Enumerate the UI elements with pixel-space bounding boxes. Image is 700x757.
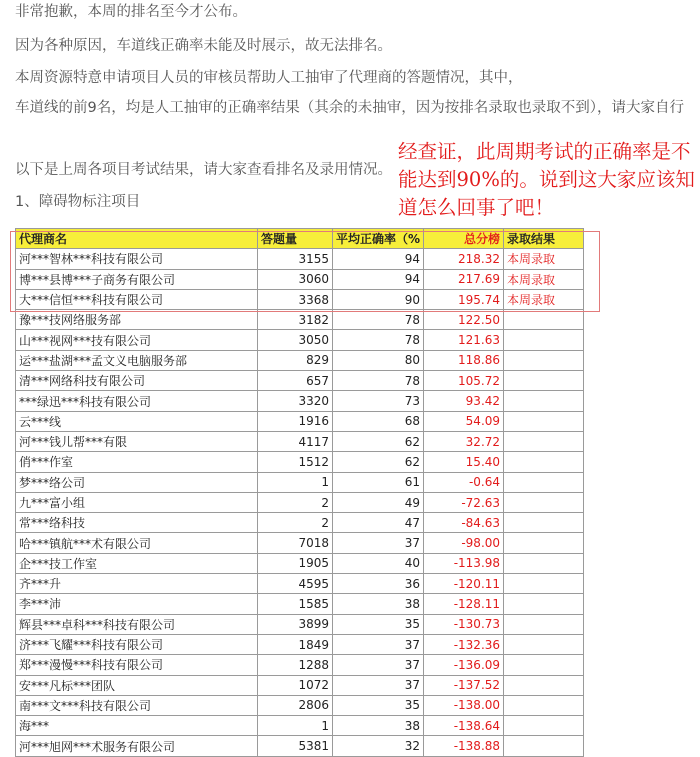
agent-name-cell: 大***信恒***科技有限公司 bbox=[16, 289, 258, 309]
admission-cell bbox=[504, 736, 584, 756]
table-row bbox=[16, 533, 584, 553]
total-score-cell: -120.11 bbox=[424, 574, 504, 594]
intro-paragraph-5: 以下是上周各项目考试结果，请大家查看排名及录用情况。 bbox=[15, 162, 392, 178]
accuracy-cell: 37 bbox=[333, 675, 424, 695]
table-row bbox=[16, 513, 584, 533]
accuracy-cell: 49 bbox=[333, 492, 424, 512]
total-score-cell: -128.11 bbox=[424, 594, 504, 614]
intro-paragraph-3: 本周资源特意申请项目人员的审核员帮助人工抽审了代理商的答题情况，其中， bbox=[15, 70, 523, 86]
agent-name-cell: 博***县博***子商务有限公司 bbox=[16, 269, 258, 289]
answer-count-cell: 1 bbox=[258, 716, 333, 736]
answer-count-cell: 1288 bbox=[258, 655, 333, 675]
answer-count-cell: 1072 bbox=[258, 675, 333, 695]
answer-count-cell: 2806 bbox=[258, 695, 333, 715]
total-score-cell: 218.32 bbox=[424, 249, 504, 269]
agent-name-cell: 清***网络科技有限公司 bbox=[16, 371, 258, 391]
table-row bbox=[16, 614, 584, 634]
agent-name-cell: 南***文***科技有限公司 bbox=[16, 695, 258, 715]
accuracy-cell: 78 bbox=[333, 330, 424, 350]
agent-name-cell: 九***富小组 bbox=[16, 492, 258, 512]
total-score-cell: -136.09 bbox=[424, 655, 504, 675]
admission-cell: 本周录取 bbox=[504, 289, 584, 309]
answer-count-cell: 3899 bbox=[258, 614, 333, 634]
answer-count-cell: 3155 bbox=[258, 249, 333, 269]
admission-cell bbox=[504, 330, 584, 350]
accuracy-cell: 68 bbox=[333, 411, 424, 431]
admission-cell bbox=[504, 634, 584, 654]
admission-cell bbox=[504, 452, 584, 472]
agent-name-cell: 海*** bbox=[16, 716, 258, 736]
accuracy-cell: 80 bbox=[333, 350, 424, 370]
total-score-cell: 118.86 bbox=[424, 350, 504, 370]
answer-count-cell: 1585 bbox=[258, 594, 333, 614]
agent-name-cell: 辉县***卓科***科技有限公司 bbox=[16, 614, 258, 634]
agent-name-cell: 河***钱儿帮***有限 bbox=[16, 431, 258, 451]
total-score-cell: -132.36 bbox=[424, 634, 504, 654]
admission-cell: 本周录取 bbox=[504, 269, 584, 289]
answer-count-cell: 657 bbox=[258, 371, 333, 391]
total-score-cell: 15.40 bbox=[424, 452, 504, 472]
agent-name-cell: 俏***作室 bbox=[16, 452, 258, 472]
answer-count-cell: 4117 bbox=[258, 431, 333, 451]
agent-name-cell: 梦***络公司 bbox=[16, 472, 258, 492]
agent-name-cell: 豫***技网络服务部 bbox=[16, 310, 258, 330]
total-score-cell: -72.63 bbox=[424, 492, 504, 512]
agent-name-cell: 哈***镇航***术有限公司 bbox=[16, 533, 258, 553]
total-score-cell: 217.69 bbox=[424, 269, 504, 289]
total-score-cell: 121.63 bbox=[424, 330, 504, 350]
total-score-cell: -138.64 bbox=[424, 716, 504, 736]
agent-name-cell: 企***技工作室 bbox=[16, 553, 258, 573]
admission-cell bbox=[504, 655, 584, 675]
table-row bbox=[16, 452, 584, 472]
highlight-box bbox=[10, 231, 600, 312]
accuracy-cell: 90 bbox=[333, 289, 424, 309]
admission-cell bbox=[504, 574, 584, 594]
table-row bbox=[16, 431, 584, 451]
total-score-cell: -113.98 bbox=[424, 553, 504, 573]
answer-count-cell: 3060 bbox=[258, 269, 333, 289]
total-score-cell: 93.42 bbox=[424, 391, 504, 411]
accuracy-cell: 47 bbox=[333, 513, 424, 533]
table-row bbox=[16, 655, 584, 675]
accuracy-cell: 37 bbox=[333, 533, 424, 553]
table-row bbox=[16, 350, 584, 370]
table-row bbox=[16, 371, 584, 391]
agent-name-cell: 云***线 bbox=[16, 411, 258, 431]
admission-cell bbox=[504, 513, 584, 533]
total-score-cell: -0.64 bbox=[424, 472, 504, 492]
table-body bbox=[16, 249, 584, 756]
total-score-cell: 54.09 bbox=[424, 411, 504, 431]
agent-name-cell: 济***飞耀***科技有限公司 bbox=[16, 634, 258, 654]
answer-count-cell: 1916 bbox=[258, 411, 333, 431]
section-heading: 1、障碍物标注项目 bbox=[15, 194, 141, 210]
admission-cell bbox=[504, 533, 584, 553]
answer-count-cell: 1905 bbox=[258, 553, 333, 573]
table-row bbox=[16, 716, 584, 736]
header-total-score: 总分榜 bbox=[424, 229, 504, 249]
admission-cell bbox=[504, 371, 584, 391]
accuracy-cell: 94 bbox=[333, 269, 424, 289]
admission-cell bbox=[504, 594, 584, 614]
accuracy-cell: 78 bbox=[333, 310, 424, 330]
header-accuracy: 平均正确率（% bbox=[333, 229, 424, 249]
table-row bbox=[16, 330, 584, 350]
admission-cell bbox=[504, 614, 584, 634]
agent-name-cell: 郑***漫慢***科技有限公司 bbox=[16, 655, 258, 675]
table-row bbox=[16, 574, 584, 594]
header-admission: 录取结果 bbox=[504, 229, 584, 249]
total-score-cell: 105.72 bbox=[424, 371, 504, 391]
admission-cell bbox=[504, 553, 584, 573]
admission-cell bbox=[504, 716, 584, 736]
total-score-cell: -137.52 bbox=[424, 675, 504, 695]
accuracy-cell: 38 bbox=[333, 594, 424, 614]
agent-name-cell: 运***盐湖***孟文义电脑服务部 bbox=[16, 350, 258, 370]
table-row bbox=[16, 411, 584, 431]
accuracy-cell: 61 bbox=[333, 472, 424, 492]
answer-count-cell: 5381 bbox=[258, 736, 333, 756]
total-score-cell: -98.00 bbox=[424, 533, 504, 553]
accuracy-cell: 78 bbox=[333, 371, 424, 391]
answer-count-cell: 1849 bbox=[258, 634, 333, 654]
admission-cell bbox=[504, 411, 584, 431]
answer-count-cell: 2 bbox=[258, 492, 333, 512]
table-row bbox=[16, 736, 584, 756]
table-row bbox=[16, 553, 584, 573]
intro-paragraph-2: 因为各种原因，车道线正确率未能及时展示，故无法排名。 bbox=[15, 38, 392, 54]
total-score-cell: 32.72 bbox=[424, 431, 504, 451]
accuracy-cell: 35 bbox=[333, 695, 424, 715]
table-row bbox=[16, 695, 584, 715]
table-row bbox=[16, 492, 584, 512]
admission-cell: 本周录取 bbox=[504, 249, 584, 269]
admission-cell bbox=[504, 675, 584, 695]
admission-cell bbox=[504, 695, 584, 715]
accuracy-cell: 62 bbox=[333, 431, 424, 451]
answer-count-cell: 829 bbox=[258, 350, 333, 370]
accuracy-cell: 73 bbox=[333, 391, 424, 411]
total-score-cell: -84.63 bbox=[424, 513, 504, 533]
table-row bbox=[16, 391, 584, 411]
answer-count-cell: 1 bbox=[258, 472, 333, 492]
accuracy-cell: 37 bbox=[333, 634, 424, 654]
table-row bbox=[16, 594, 584, 614]
accuracy-cell: 37 bbox=[333, 655, 424, 675]
total-score-cell: 195.74 bbox=[424, 289, 504, 309]
table-row bbox=[16, 310, 584, 330]
accuracy-cell: 38 bbox=[333, 716, 424, 736]
accuracy-cell: 40 bbox=[333, 553, 424, 573]
total-score-cell: -138.88 bbox=[424, 736, 504, 756]
agent-name-cell: 河***旭网***术服务有限公司 bbox=[16, 736, 258, 756]
table-row bbox=[16, 472, 584, 492]
agent-name-cell: ***绿迅***科技有限公司 bbox=[16, 391, 258, 411]
admission-cell bbox=[504, 492, 584, 512]
answer-count-cell: 3050 bbox=[258, 330, 333, 350]
agent-name-cell: 齐***升 bbox=[16, 574, 258, 594]
answer-count-cell: 3320 bbox=[258, 391, 333, 411]
agent-name-cell: 李***沛 bbox=[16, 594, 258, 614]
total-score-cell: -138.00 bbox=[424, 695, 504, 715]
accuracy-cell: 94 bbox=[333, 249, 424, 269]
table-row bbox=[16, 675, 584, 695]
admission-cell bbox=[504, 431, 584, 451]
accuracy-cell: 32 bbox=[333, 736, 424, 756]
answer-count-cell: 7018 bbox=[258, 533, 333, 553]
accuracy-cell: 35 bbox=[333, 614, 424, 634]
total-score-cell: -130.73 bbox=[424, 614, 504, 634]
answer-count-cell: 1512 bbox=[258, 452, 333, 472]
red-annotation-note: 经查证，此周期考试的正确率是不能达到90%的。说到这大家应该知道怎么回事了吧！ bbox=[398, 140, 695, 219]
admission-cell bbox=[504, 350, 584, 370]
answer-count-cell: 3368 bbox=[258, 289, 333, 309]
answer-count-cell: 4595 bbox=[258, 574, 333, 594]
accuracy-cell: 62 bbox=[333, 452, 424, 472]
admission-cell bbox=[504, 391, 584, 411]
total-score-cell: 122.50 bbox=[424, 310, 504, 330]
accuracy-cell: 36 bbox=[333, 574, 424, 594]
intro-paragraph-1: 非常抱歉，本周的排名至今才公布。 bbox=[15, 4, 247, 20]
header-answer-count: 答题量 bbox=[258, 229, 333, 249]
admission-cell bbox=[504, 310, 584, 330]
intro-paragraph-4: 车道线的前9名，均是人工抽审的正确率结果（其余的未抽审，因为按排名录取也录取不到），请大家自行 bbox=[15, 100, 684, 116]
answer-count-cell: 3182 bbox=[258, 310, 333, 330]
admission-cell bbox=[504, 472, 584, 492]
agent-name-cell: 安***凡标***团队 bbox=[16, 675, 258, 695]
table-row bbox=[16, 634, 584, 654]
agent-name-cell: 常***络科技 bbox=[16, 513, 258, 533]
agent-name-cell: 山***视网***技有限公司 bbox=[16, 330, 258, 350]
answer-count-cell: 2 bbox=[258, 513, 333, 533]
header-agent-name: 代理商名 bbox=[16, 229, 258, 249]
agent-name-cell: 河***智林***科技有限公司 bbox=[16, 249, 258, 269]
